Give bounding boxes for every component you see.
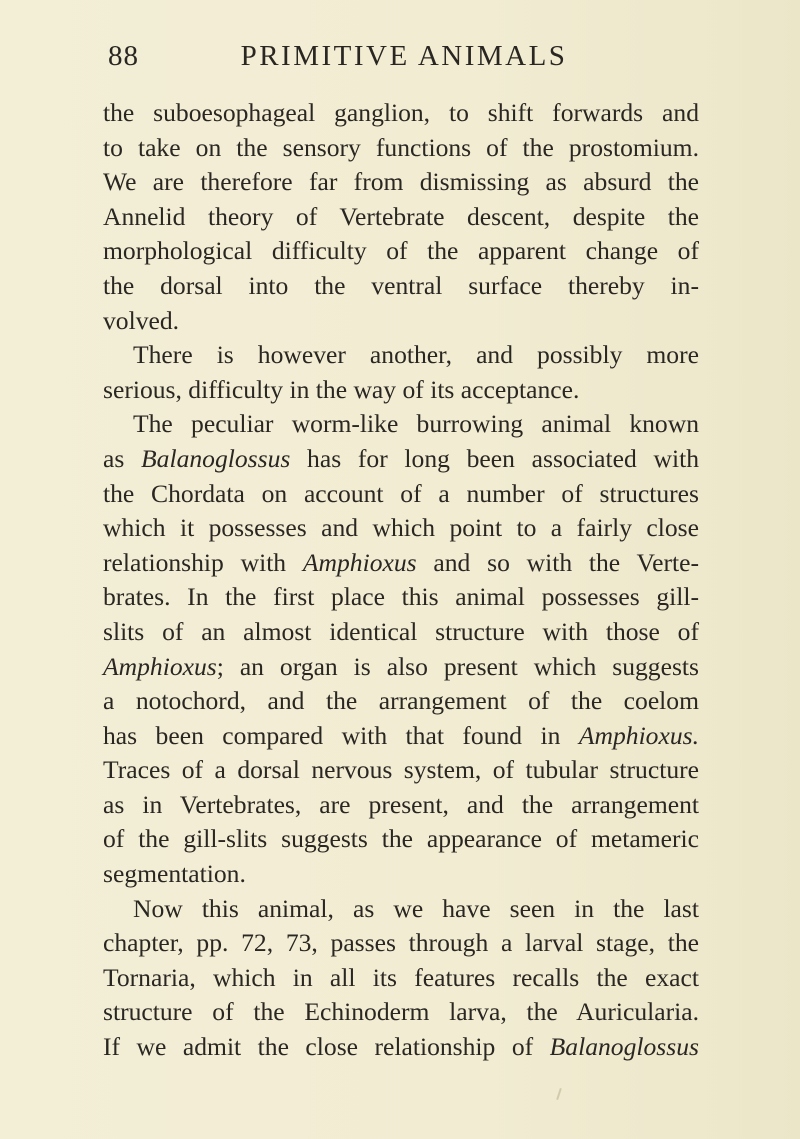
text-line: [103, 822, 699, 857]
text-segment: as: [103, 443, 142, 473]
text-line: [103, 995, 699, 1030]
text-segment: slits of an almost identical structure with those of: [103, 616, 699, 646]
text-line: [103, 304, 699, 339]
text-line: [103, 234, 699, 269]
text-segment: The peculiar worm-like burrowing animal known: [133, 409, 699, 439]
text-segment: serious, difficulty in the way of its acceptance.: [103, 374, 580, 404]
running-head: PRIMITIVE ANIMALS: [240, 40, 568, 72]
text-segment: Tornaria, which in all its features recalls the exact: [103, 962, 699, 992]
text-segment: morphological difficulty of the apparent change of: [103, 236, 699, 266]
text-segment: which it possesses and which point to a fairly close: [103, 513, 699, 543]
page-header: [108, 40, 700, 80]
text-line: [103, 892, 699, 927]
text-line: [103, 546, 699, 581]
text-line: [103, 857, 699, 892]
text-line: [103, 615, 699, 650]
text-line: [103, 131, 699, 166]
text-segment: has been compared with that found in: [103, 720, 579, 750]
text-segment: of the gill-slits suggests the appearance of metameric: [103, 824, 699, 854]
text-segment: as in Vertebrates, are present, and the arrangement: [103, 789, 699, 819]
text-segment: and so with the Verte-: [416, 547, 699, 577]
text-segment: We are therefore far from dismissing as absurd the: [103, 167, 699, 197]
text-segment: the dorsal into the ventral surface thereby in-: [103, 270, 699, 300]
text-segment: structure of the Echinoderm larva, the Auricularia.: [103, 997, 699, 1027]
italic-text: Balanoglossus: [549, 1032, 699, 1062]
text-segment: volved.: [103, 305, 180, 335]
text-line: [103, 719, 699, 754]
text-line: [103, 407, 699, 442]
text-line: [103, 338, 699, 373]
text-line: [103, 165, 699, 200]
text-line: [103, 477, 699, 512]
text-line: [103, 1030, 699, 1065]
text-line: [103, 373, 699, 408]
italic-text: Amphioxus: [302, 547, 417, 577]
text-segment: to take on the sensory functions of the prostomium.: [103, 132, 699, 162]
text-line: [103, 269, 699, 304]
text-segment: has for long been associated with: [290, 443, 700, 473]
text-line: [103, 684, 699, 719]
text-segment: ; an organ is also present which suggests: [216, 651, 699, 681]
text-line: [103, 961, 699, 996]
text-line: [103, 788, 699, 823]
text-line: [103, 442, 699, 477]
text-line: [103, 511, 699, 546]
text-line: [103, 200, 699, 235]
body-text: [103, 96, 699, 1065]
text-segment: the suboesophageal ganglion, to shift forwards and: [103, 98, 699, 127]
text-segment: Now this animal, as we have seen in the last: [133, 893, 699, 923]
text-segment: a notochord, and the arrangement of the coelom: [103, 686, 699, 716]
text-line: [103, 926, 699, 961]
text-line: [103, 753, 699, 788]
text-segment: Traces of a dorsal nervous system, of tubular structure: [103, 755, 699, 785]
text-line: [103, 650, 699, 685]
italic-text: Balanoglossus: [141, 443, 291, 473]
text-segment: relationship with: [103, 547, 303, 577]
paper-speck: [556, 1088, 562, 1100]
text-segment: Annelid theory of Vertebrate descent, despite the: [103, 201, 699, 231]
text-segment: segmentation.: [103, 859, 246, 889]
italic-text: Amphioxus: [103, 651, 217, 681]
text-segment: If we admit the close relationship of: [103, 1032, 550, 1062]
text-segment: There is however another, and possibly more: [133, 340, 699, 370]
text-segment: chapter, pp. 72, 73, passes through a larval stage, the: [103, 928, 699, 958]
text-segment: the Chordata on account of a number of structures: [103, 478, 699, 508]
text-line: [103, 96, 699, 131]
text-line: [103, 580, 699, 615]
italic-text: Amphioxus.: [578, 720, 699, 750]
page-number: 88: [108, 40, 139, 72]
text-segment: brates. In the first place this animal possesses gill-: [103, 582, 699, 612]
